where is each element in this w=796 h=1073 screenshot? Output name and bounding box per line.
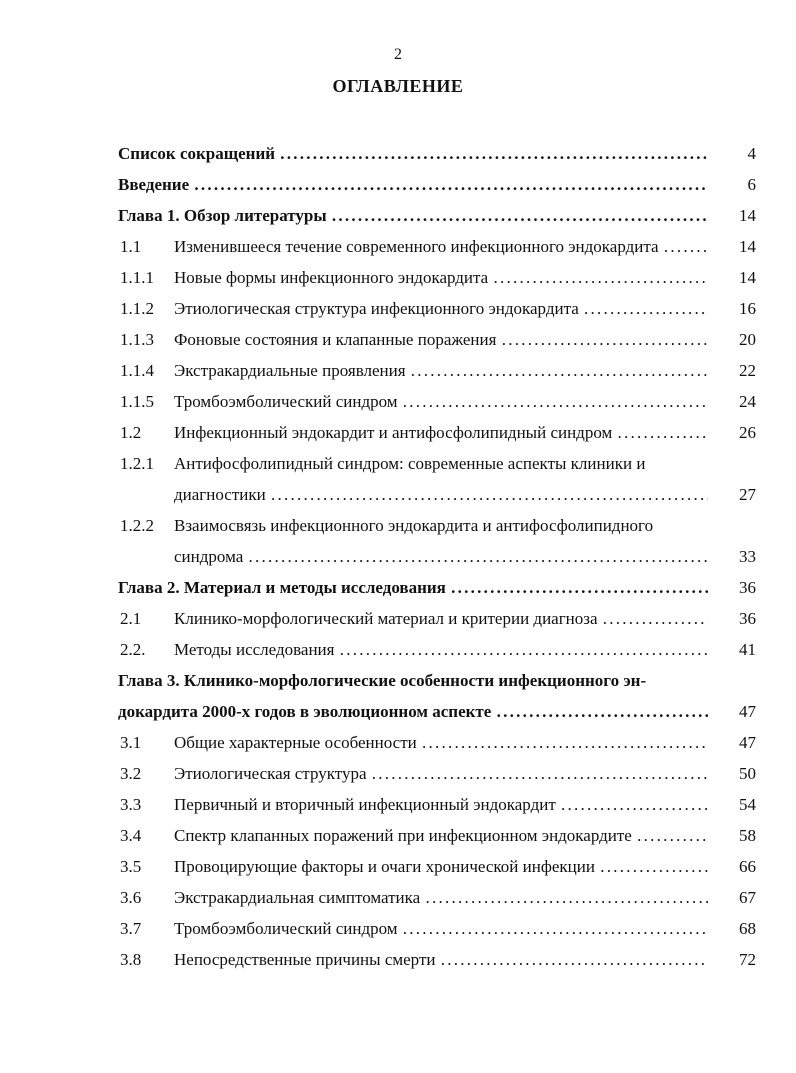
toc-entry-page: 14 [739, 206, 756, 225]
toc-entry-page: 68 [739, 919, 756, 938]
toc-entry-page: 36 [739, 578, 756, 597]
toc-entry-number: 3.2 [120, 764, 142, 783]
toc-entry-page: 22 [739, 361, 756, 380]
toc-entry[interactable] [0, 820, 796, 851]
toc-entry-page: 47 [739, 733, 756, 752]
toc-entry-number: 1.1.3 [120, 330, 154, 349]
toc-entry-title: Спектр клапанных поражений при инфекционном эндокардите . . . [174, 820, 708, 851]
toc-entry-page: 16 [739, 299, 756, 318]
toc-entry-number: 1.2.1 [120, 454, 154, 473]
toc-entry-page: 36 [739, 609, 756, 628]
page-number: 2 [394, 46, 402, 63]
toc-entry-page: 47 [739, 702, 756, 721]
toc-entry-number: 3.6 [120, 888, 142, 907]
toc-entry-title: синдрома . . . [174, 541, 708, 572]
toc-entry-number: 3.5 [120, 857, 142, 876]
toc-entry-number: 2.2. [120, 640, 146, 659]
toc-entry[interactable] [0, 324, 796, 355]
table-of-contents [0, 138, 796, 975]
toc-entry[interactable] [0, 851, 796, 882]
toc-entry-number: 1.1.4 [120, 361, 154, 380]
toc-entry-page: 58 [739, 826, 756, 845]
toc-entry[interactable] [0, 665, 796, 696]
toc-entry[interactable] [0, 293, 796, 324]
toc-entry-number: 1.1.5 [120, 392, 154, 411]
toc-entry-page: 20 [739, 330, 756, 349]
toc-entry-title: Фоновые состояния и клапанные поражения . . . [174, 324, 708, 355]
toc-entry-title: Этиологическая структура . . . [174, 758, 708, 789]
toc-entry-title: Непосредственные причины смерти . . . [174, 944, 708, 975]
toc-entry-page: 54 [739, 795, 756, 814]
toc-entry-title: Экстракардиальные проявления . . . [174, 355, 708, 386]
toc-entry-page: 26 [739, 423, 756, 442]
toc-entry-title: Список сокращений . . . [118, 138, 708, 169]
toc-entry-title: Антифосфолипидный синдром: современные аспекты клиники и [174, 454, 646, 473]
toc-entry-page: 27 [739, 485, 756, 504]
toc-entry[interactable] [0, 200, 796, 231]
toc-entry-number: 3.8 [120, 950, 142, 969]
toc-entry-page: 72 [739, 950, 756, 969]
toc-entry-number: 3.7 [120, 919, 142, 938]
toc-entry-number: 2.1 [120, 609, 142, 628]
toc-entry-page: 6 [747, 175, 756, 194]
toc-entry-title: Тромбоэмболический синдром . . . [174, 386, 708, 417]
toc-entry[interactable] [0, 479, 796, 510]
toc-entry-page: 33 [739, 547, 756, 566]
toc-entry-title: Взаимосвязь инфекционного эндокардита и антифосфолипидного [174, 516, 654, 535]
toc-entry-title: Новые формы инфекционного эндокардита . . . [174, 262, 708, 293]
toc-entry[interactable] [0, 572, 796, 603]
toc-entry[interactable] [0, 510, 796, 541]
toc-entry-page: 66 [739, 857, 756, 876]
toc-entry[interactable] [0, 634, 796, 665]
toc-entry[interactable] [0, 882, 796, 913]
toc-entry-page: 14 [739, 237, 756, 256]
toc-entry[interactable] [0, 448, 796, 479]
toc-entry-page: 4 [747, 144, 756, 163]
toc-entry-title: Клинико-морфологический материал и критерии диагноза . . . [174, 603, 708, 634]
toc-entry-title: диагностики . . . [174, 479, 708, 510]
toc-entry-title: Экстракардиальная симптоматика . . . [174, 882, 708, 913]
toc-entry-title: докардита 2000-х годов в эволюционном аспекте . . . [118, 696, 708, 727]
toc-entry[interactable] [0, 231, 796, 262]
toc-entry[interactable] [0, 169, 796, 200]
toc-entry[interactable] [0, 138, 796, 169]
toc-entry-title: Глава 2. Материал и методы исследования . . . [118, 572, 708, 603]
toc-entry-title: Провоцирующие факторы и очаги хронической инфекции . . . [174, 851, 708, 882]
toc-entry[interactable] [0, 603, 796, 634]
toc-entry[interactable] [0, 696, 796, 727]
toc-entry-title: Методы исследования . . . [174, 634, 708, 665]
toc-entry-title: Введение . . . [118, 169, 708, 200]
toc-entry-number: 3.1 [120, 733, 142, 752]
toc-entry-number: 1.2.2 [120, 516, 154, 535]
page-title: ОГЛАВЛЕНИЕ [332, 76, 464, 96]
toc-entry-number: 3.4 [120, 826, 142, 845]
toc-entry-title: Глава 1. Обзор литературы . . . [118, 200, 708, 231]
toc-entry-title: Общие характерные особенности . . . [174, 727, 708, 758]
toc-entry-title: Изменившееся течение современного инфекционного эндокардита . . . [174, 231, 708, 262]
toc-entry[interactable] [0, 417, 796, 448]
toc-entry[interactable] [0, 355, 796, 386]
toc-entry-page: 14 [739, 268, 756, 287]
toc-entry[interactable] [0, 727, 796, 758]
toc-entry-number: 1.1 [120, 237, 142, 256]
toc-entry[interactable] [0, 944, 796, 975]
toc-entry-page: 67 [739, 888, 756, 907]
toc-entry-number: 3.3 [120, 795, 142, 814]
toc-entry[interactable] [0, 541, 796, 572]
toc-entry-page: 50 [739, 764, 756, 783]
toc-entry-title: Инфекционный эндокардит и антифосфолипидный синдром . . . [174, 417, 708, 448]
toc-entry-title: Тромбоэмболический синдром . . . [174, 913, 708, 944]
toc-entry-title: Первичный и вторичный инфекционный эндокардит . . . [174, 789, 708, 820]
toc-entry[interactable] [0, 789, 796, 820]
toc-entry[interactable] [0, 758, 796, 789]
toc-entry[interactable] [0, 386, 796, 417]
toc-entry-page: 24 [739, 392, 756, 411]
toc-entry-number: 1.2 [120, 423, 142, 442]
toc-entry[interactable] [0, 262, 796, 293]
toc-entry-number: 1.1.1 [120, 268, 154, 287]
toc-entry[interactable] [0, 913, 796, 944]
toc-entry-title: Этиологическая структура инфекционного эндокардита . . . [174, 293, 708, 324]
toc-entry-page: 41 [739, 640, 756, 659]
toc-entry-number: 1.1.2 [120, 299, 154, 318]
toc-entry-title: Глава 3. Клинико-морфологические особенности инфекционного эн- [118, 671, 647, 690]
